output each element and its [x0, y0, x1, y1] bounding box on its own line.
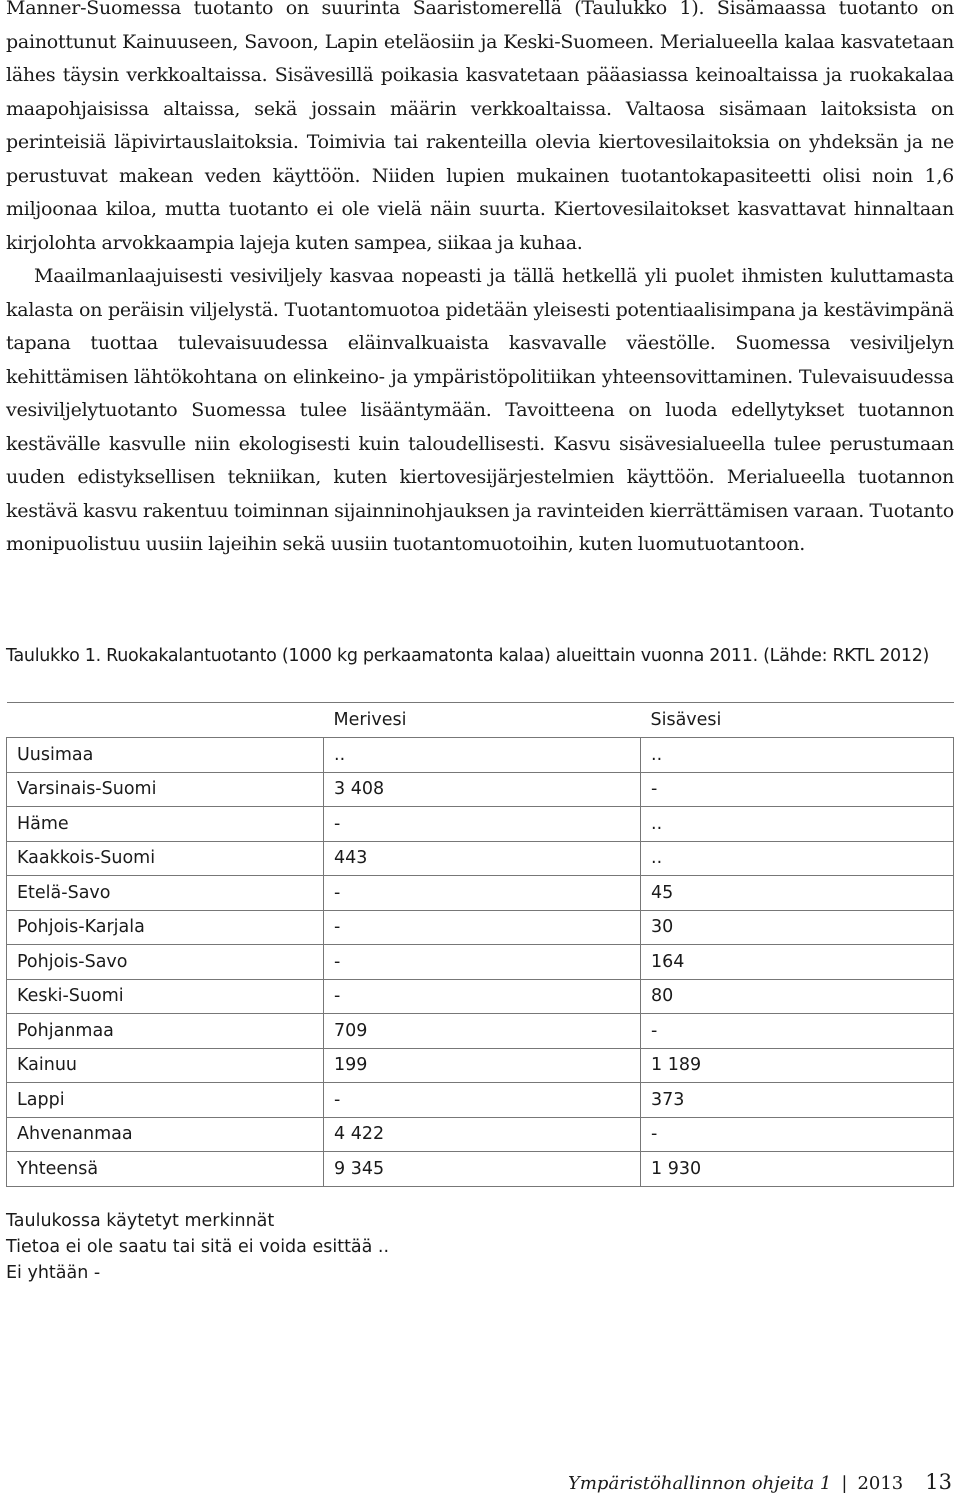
region-cell: Keski-Suomi	[7, 979, 324, 1014]
publication-year: 2013	[857, 1473, 904, 1494]
region-cell: Kaakkois-Suomi	[7, 841, 324, 876]
sisavesi-cell: 80	[641, 979, 954, 1014]
region-cell: Varsinais-Suomi	[7, 772, 324, 807]
table-total-row	[7, 1152, 954, 1187]
paragraph-2: Maailmanlaajuisesti vesiviljely kasvaa nopeasti ja tällä hetkellä yli puolet ihmisten kuluttamasta kalasta on peräisin viljelystä. Tuotantomuotoa pidetään yleisesti potentiaalisimpana ja kestävimpänä tapana tuottaa tulevaisuudessa eläinvalkuaista kasvavalle väestölle. Suomessa vesiviljelyn kehittämisen lähtökohtana on elinkeino- ja ympäristöpolitiikan yhteensovittaminen. Tulevaisuudessa vesiviljelytuotanto Suomessa tulee lisääntymään. Tavoitteena on luoda edellytykset tuotannon kestävälle kasvulle niin ekologisesti kuin taloudellisesti. Kasvu sisävesialueella tulee perustumaan uuden edistyksellisen tekniikan, kuten kiertovesijärjestelmien käyttöön. Merialueella tuotannon kestävä kasvu rakentuu toiminnan sijainninohjauksen ja ravinteiden kierrättämisen varaan. Tuotanto monipuolistuu uusiin lajeihin sekä uusiin tuotantomuotoihin, kuten luomutuotantoon.	[6, 265, 954, 555]
page-footer	[568, 1470, 952, 1494]
header-cell-region	[7, 703, 324, 738]
merivesi-cell: ..	[324, 738, 641, 773]
merivesi-cell: 3 408	[324, 772, 641, 807]
table-row	[7, 738, 954, 773]
region-cell: Pohjanmaa	[7, 1014, 324, 1049]
merivesi-cell: 199	[324, 1048, 641, 1083]
table-row	[7, 1014, 954, 1049]
region-cell: Ahvenanmaa	[7, 1117, 324, 1152]
sisavesi-cell: -	[641, 772, 954, 807]
merivesi-cell: -	[324, 807, 641, 842]
page-number: 13	[925, 1470, 952, 1494]
sisavesi-cell: 1 189	[641, 1048, 954, 1083]
table-header-row	[7, 703, 954, 738]
sisavesi-cell: 373	[641, 1083, 954, 1118]
legend-line: Tietoa ei ole saatu tai sitä ei voida esittää ..	[6, 1237, 390, 1257]
region-cell: Lappi	[7, 1083, 324, 1118]
table-row	[7, 910, 954, 945]
merivesi-cell: 9 345	[324, 1152, 641, 1187]
table-row	[7, 1048, 954, 1083]
table-row	[7, 772, 954, 807]
paragraph-1: Manner-Suomessa tuotanto on suurinta Saaristomerellä (Taulukko 1). Sisämaassa tuotanto on painottunut Kainuuseen, Savoon, Lapin eteläosiin ja Keski-Suomeen. Merialueella kalaa kasvatetaan lähes täysin verkkoaltaissa. Sisävesillä poikasia kasvatetaan pääasiassa keinoaltaissa ja ruokakalaa maapohjaisissa altaissa, sekä jossain määrin verkkoaltaissa. Valtaosa sisämaan laitoksista on perinteisiä läpivirtauslaitoksia. Toimivia tai rakenteilla olevia kiertovesilaitoksia on yhdeksän ja ne perustuvat makean veden käyttöön. Niiden lupien mukainen tuotantokapasiteetti olisi noin 1,6 miljoonaa kiloa, mutta tuotanto ei ole vielä näin suurta. Kiertovesilaitokset kasvattavat hinnaltaan kirjolohta arvokkaampia lajeja kuten sampea, siikaa ja kuhaa.	[6, 0, 954, 254]
header-cell-sisavesi: Sisävesi	[641, 703, 954, 738]
merivesi-cell: -	[324, 910, 641, 945]
table-legend	[6, 1208, 606, 1286]
table-row	[7, 979, 954, 1014]
merivesi-cell: 4 422	[324, 1117, 641, 1152]
table-row	[7, 1117, 954, 1152]
sisavesi-cell: 30	[641, 910, 954, 945]
sisavesi-cell: 164	[641, 945, 954, 980]
publication-name	[568, 1473, 831, 1494]
merivesi-cell: -	[324, 876, 641, 911]
sisavesi-cell: -	[641, 1014, 954, 1049]
publication-title: Ympäristöhallinnon ohjeita	[567, 1473, 815, 1494]
region-cell: Kainuu	[7, 1048, 324, 1083]
table-row	[7, 1083, 954, 1118]
legend-line: Ei yhtään -	[6, 1263, 101, 1283]
region-cell: Häme	[7, 807, 324, 842]
footer-separator: |	[841, 1473, 848, 1494]
table-row	[7, 945, 954, 980]
publication-issue: 1	[819, 1473, 832, 1494]
sisavesi-cell: ..	[641, 807, 954, 842]
body-text	[6, 0, 954, 562]
header-cell-merivesi: Merivesi	[324, 703, 641, 738]
merivesi-cell: -	[324, 1083, 641, 1118]
production-table	[6, 702, 954, 1187]
sisavesi-cell: ..	[641, 841, 954, 876]
sisavesi-cell: 1 930	[641, 1152, 954, 1187]
region-cell: Yhteensä	[7, 1152, 324, 1187]
table-caption: Taulukko 1. Ruokakalantuotanto (1000 kg perkaamatonta kalaa) alueittain vuonna 2011. (Lähde: RKTL 2012)	[6, 646, 930, 666]
merivesi-cell: 443	[324, 841, 641, 876]
sisavesi-cell: ..	[641, 738, 954, 773]
region-cell: Etelä-Savo	[7, 876, 324, 911]
merivesi-cell: -	[324, 945, 641, 980]
sisavesi-cell: 45	[641, 876, 954, 911]
table-row	[7, 876, 954, 911]
region-cell: Uusimaa	[7, 738, 324, 773]
table-row	[7, 841, 954, 876]
sisavesi-cell: -	[641, 1117, 954, 1152]
region-cell: Pohjois-Savo	[7, 945, 324, 980]
table-row	[7, 807, 954, 842]
merivesi-cell: 709	[324, 1014, 641, 1049]
merivesi-cell: -	[324, 979, 641, 1014]
region-cell: Pohjois-Karjala	[7, 910, 324, 945]
legend-title: Taulukossa käytetyt merkinnät	[6, 1211, 275, 1231]
